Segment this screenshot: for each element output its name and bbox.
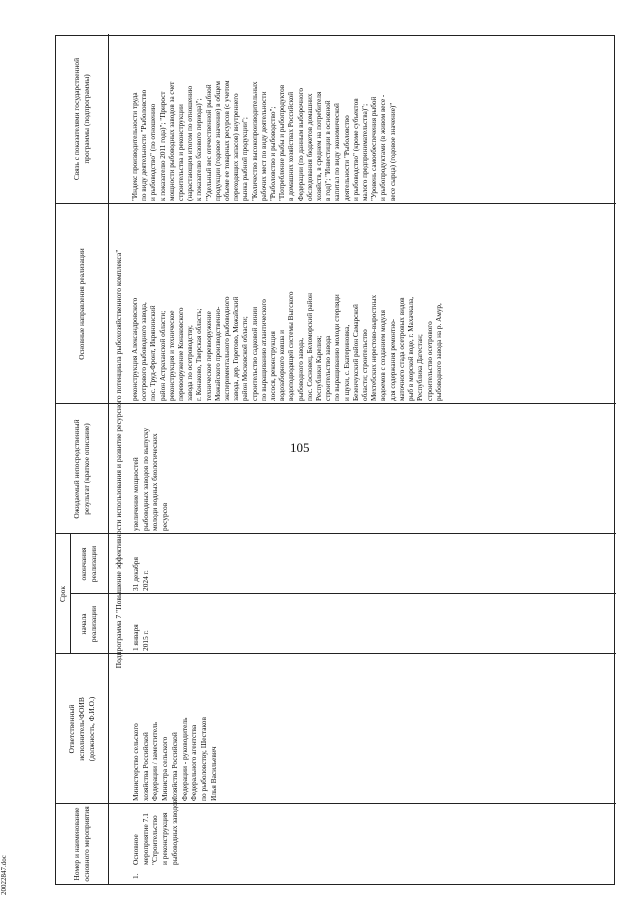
row-start-date: 1 января 2015 г.	[131, 624, 150, 651]
header-term-start: начала реализации	[79, 605, 98, 643]
page-number: 105	[290, 440, 310, 455]
row-indicators: "Индекс производительности труда по виду деятельности "Рыболовство и рыбоводство" (по отношению к показателю 2011 года)"; "Прирост мощности рыбоводных заводов за счет строительства и реконструкции (нарастающим итогом по отношению к показателю базового периода)"; "Удельный вес отечественной рыбной продукции (годовое значение) в общем объеме ее товарных ресурсов (с учетом переходящих запасов) внутреннего рынка рыбной продукции"; "Количество высокопроизводительных рабочих мест по виду деятельности "Рыболовство и рыбоводство"; "Потребление рыбы и рыбопродуктов в домашних хозяйствах Российской Федерации (по данным выборочного обследования бюджетов домашних хозяйств, в среднем на потребителя в год)"; "Инвестиции в основной капитал по виду экономической деятельности "Рыболовство и рыбоводство" (кроме субъектов малого предпринимательства)"; "Уровень самообеспечения рыбой и рыбопродуктами (в живом весе - весе сырца) (годовое значение)"	[131, 80, 397, 201]
program-table	[55, 35, 615, 885]
header-directions: Основные направления реализации	[77, 248, 87, 360]
header-term: Срок	[58, 586, 68, 602]
row-expected-result: увеличение мощностей рыбоводных заводов по выпуску молоди водных биологических ресурсов	[131, 427, 170, 531]
row-measure-name: Основное мероприятие 7.1 "Строительство и реконструкция рыбоводных заводов"	[131, 796, 179, 865]
document-file-id: 20022847.doc	[0, 855, 8, 895]
header-number-name: Номер и наименование основного мероприятия	[72, 806, 91, 882]
row-directions: реконструкция Александровского осетрового рыбоводного завода, пос. Труд-Фронт, Икрянинский район Астраханской области; реконструкция и техническое перевооружение Конаковского завода по осетроводству, г. Конаково, Тверская область; техническое перевооружение Можайского производственно- экспериментального рыбоводного завода, дер. Горетово, Можайский район Московской области; строительство садковой линии по выращиванию атлантического лосося, реконструкция водозаборного ковша и водоподводящей системы Выгского рыбоводного завода, пос. Сосновец, Беломорский район Республики Карелия; строительство завода по выращиванию молоди стерляди и щуки, с. Екатериновка, Безенчукский район Самарской области; строительство Мехтебских нерестово-выростных водоемов с созданием модуля для содержания ремонтно- маточного стада осетровых видов рыб в морской воде, г. Махачкала, Республика Дагестан; строительство осетрового рыбоводного завода на р. Амур,	[131, 291, 443, 401]
header-expected-result: Ожидаемый непосредственный результат (краткое описание)	[72, 419, 91, 519]
rotated-table-sheet	[55, 35, 615, 885]
header-indicators: Связь с показателями государственной программы (подпрограммы)	[72, 57, 91, 181]
header-term-end: окончания реализации	[79, 545, 98, 583]
header-responsible: Ответственный исполнитель/ФОИВ (должность, Ф.И.О.)	[67, 696, 96, 762]
row-end-date: 31 декабря 2024 г.	[131, 557, 150, 591]
row-number: 1.	[131, 873, 140, 879]
row-responsible: Министерство сельского хозяйства Российской Федерации / заместитель Министра сельского хозяйства Российской Федерации - руководитель Федерального агентства по рыболовству, Шестаков Илья Васильевич	[131, 717, 218, 801]
subprogram-title: Подпрограмма 7 "Повышение эффективности использования и развитие ресурсного потенциала рыбохозяйственного комплекса"	[114, 249, 123, 669]
